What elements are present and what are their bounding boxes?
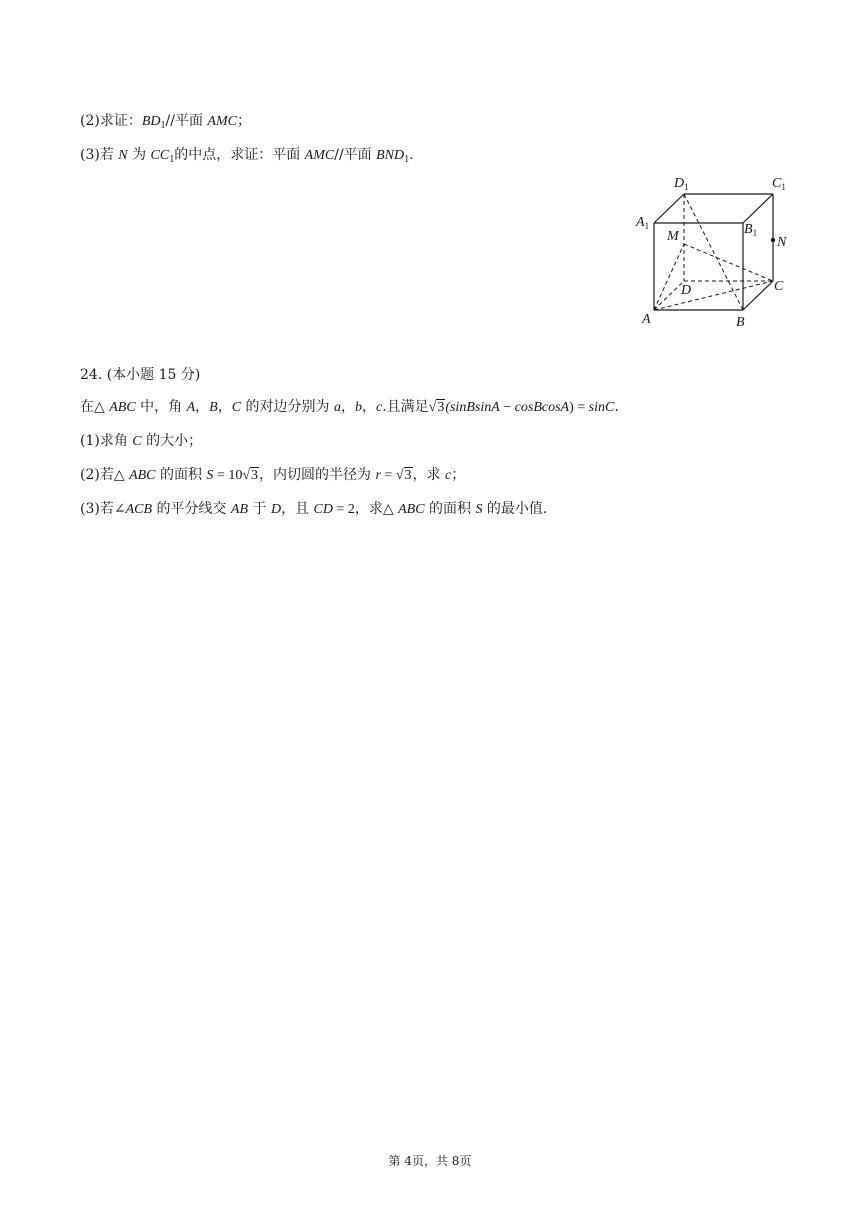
text: 为 [127, 147, 151, 163]
math-expr: cosBcosA [514, 400, 570, 415]
text: //平面 [334, 147, 377, 163]
math-sub: 1 [404, 154, 410, 165]
math-op: = 10 [213, 468, 243, 483]
math-cc: CC [150, 148, 170, 163]
sqrt-three: √3 [242, 468, 259, 483]
radicand: 3 [437, 400, 445, 415]
text: 的大小； [141, 433, 203, 449]
page-footer: 第 4页，共 8页 [388, 1154, 472, 1168]
text: (3)若 [80, 147, 119, 163]
math-b: B [209, 400, 218, 415]
q23-part2 [80, 112, 251, 131]
math-r: r [375, 468, 381, 483]
text: 的对边分别为 [241, 399, 334, 415]
math-op: = [380, 468, 396, 483]
text: 的平分线交 [152, 501, 231, 517]
text: ， [340, 399, 355, 415]
math-n: N [118, 148, 128, 163]
q24-part2 [80, 466, 465, 485]
text: ，求 [412, 467, 445, 483]
math-s: S [475, 502, 483, 517]
sqrt-three: √3 [395, 468, 412, 483]
math-c: C [132, 434, 142, 449]
math-sub: 1 [160, 120, 166, 131]
text: ， [195, 399, 210, 415]
segment-mc [684, 244, 773, 281]
math-cd: CD [313, 502, 333, 517]
edge-b1c1 [743, 194, 773, 223]
math-sub: 1 [169, 154, 175, 165]
math-amc: AMC [207, 114, 237, 129]
math-bd: BD [141, 114, 161, 129]
math-d: D [270, 502, 282, 517]
text: 的面积 [424, 501, 476, 517]
cube-figure [632, 170, 802, 330]
text: 的最小值. [482, 501, 548, 517]
text: 在△ [80, 399, 110, 415]
math-abc: ABC [398, 502, 425, 517]
math-b-lower: b [354, 400, 362, 415]
edge-a1d1 [654, 194, 684, 223]
q24-part3 [80, 500, 547, 519]
text: ，内切圆的半径为 [259, 467, 376, 483]
text: ，且 [281, 501, 314, 517]
text: (3)若∠ [80, 501, 126, 517]
math-abc: ABC [109, 400, 136, 415]
edge-bc [743, 281, 773, 310]
math-abc: ABC [129, 468, 156, 483]
label-a1: $A_1$ [636, 215, 650, 231]
text: . [409, 147, 414, 163]
text: .且满足 [382, 399, 429, 415]
text: ， [217, 399, 232, 415]
label-c1: $C_1$ [772, 176, 786, 192]
text: ； [451, 467, 466, 483]
math-c-lower: c [444, 468, 452, 483]
q24-part1 [80, 432, 202, 451]
math-a-lower: a [333, 400, 341, 415]
radicand: 3 [404, 468, 412, 483]
text: (2)求证： [80, 113, 142, 129]
segment-ac [654, 281, 773, 310]
math-amc: AMC [304, 148, 335, 163]
text: 的中点，求证：平面 [174, 147, 305, 163]
radicand: 3 [251, 468, 259, 483]
text: ， [361, 399, 376, 415]
math-c: C [231, 400, 242, 415]
label-n: N [777, 235, 787, 250]
math-expr: sinC [588, 400, 615, 415]
text: (1)求角 [80, 433, 133, 449]
label-d: D [681, 283, 692, 298]
edge-ad-hidden [654, 281, 684, 310]
math-c-lower: c [375, 400, 383, 415]
sqrt-three: √3 [428, 400, 445, 415]
math-op: = 2 [332, 502, 355, 517]
text: (2)若△ [80, 467, 130, 483]
q24-stem [80, 398, 619, 417]
text: 于 [248, 501, 271, 517]
math-s: S [206, 468, 214, 483]
point-n [771, 238, 775, 242]
text: ； [236, 113, 251, 129]
math-op: ) = [569, 400, 589, 415]
math-acb: ACB [125, 502, 153, 517]
text: //平面 [165, 113, 208, 129]
label-m: M [667, 229, 679, 244]
q24-header: 24. (本小题 15 分) [80, 367, 201, 383]
math-expr: (sinBsinA [445, 400, 500, 415]
math-a: A [186, 400, 196, 415]
segment-d1b [684, 194, 743, 310]
label-b: B [736, 315, 745, 330]
text: . [614, 399, 619, 415]
label-d1: $D_1$ [674, 176, 689, 192]
math-ab: AB [230, 502, 249, 517]
label-a: A [642, 312, 651, 327]
label-c: C [774, 279, 784, 294]
q23-part3 [80, 146, 414, 165]
text: 中，角 [135, 399, 187, 415]
text: ，求△ [354, 501, 399, 517]
math-op: − [499, 400, 515, 415]
text: 的面积 [155, 467, 207, 483]
segment-am [654, 244, 684, 310]
math-bnd: BND [376, 148, 405, 163]
label-b1: $B_1$ [744, 222, 758, 238]
